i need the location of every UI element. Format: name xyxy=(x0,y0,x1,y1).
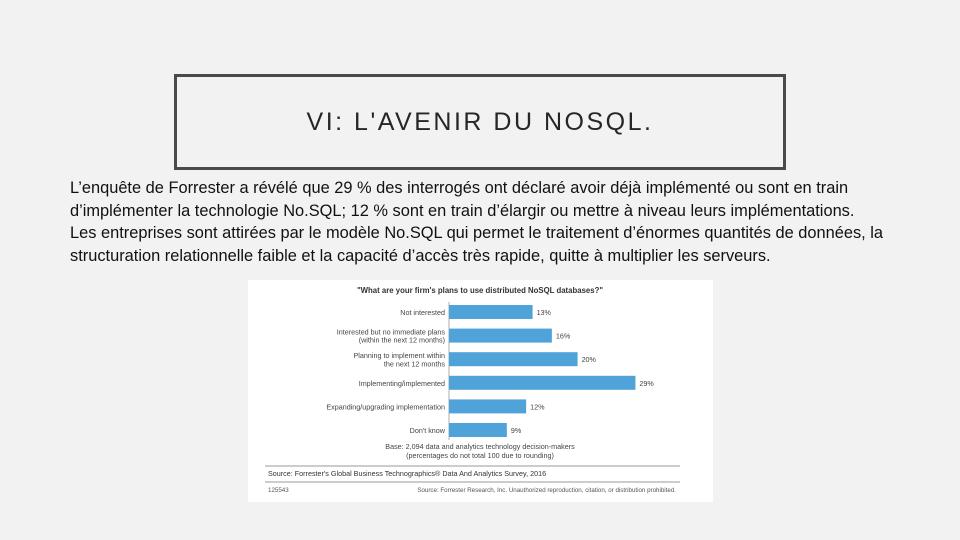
title-box xyxy=(174,74,786,170)
chart-category-label-5: Don't know xyxy=(409,426,445,435)
chart-base-note-1: (percentages do not total 100 due to rounding) xyxy=(406,451,554,460)
chart-category-label-2-line-1: the next 12 months xyxy=(383,359,445,369)
chart-bar-0 xyxy=(449,305,533,319)
chart-bar-1 xyxy=(449,329,552,343)
chart-bar-4 xyxy=(449,399,526,413)
chart-source: Source: Forrester's Global Business Technographics® Data And Analytics Survey, 2016 xyxy=(268,469,547,478)
chart-category-label-3: Implementing/implemented xyxy=(358,378,445,388)
chart-category-label-1-line-1: (within the next 12 months) xyxy=(358,335,445,345)
chart-value-label-2: 20% xyxy=(581,355,596,365)
chart-category-label-1-line-0: Interested but no immediate plans xyxy=(336,327,445,337)
chart-value-label-1: 16% xyxy=(555,331,571,341)
chart-value-label-5: 9% xyxy=(510,426,522,435)
slide-title: VI: L'AVENIR DU NOSQL. xyxy=(306,107,654,136)
chart-bar-3 xyxy=(449,376,635,390)
body-text xyxy=(70,177,900,267)
chart-footer-source: Source: Forrester Research, Inc. Unauthorized reproduction, citation, or distribution prohibited. xyxy=(417,487,676,494)
chart-category-label-2-line-0: Planning to implement within xyxy=(353,351,445,361)
chart-footer-id: 125543 xyxy=(268,487,289,494)
paragraph-2: Les entreprises sont attirées par le modèle No.SQL qui permet le traitement d’énormes quantités de données, la structuration relationnelle faible et la capacité d’accès très rapide, quitte à multiplier les serveurs. xyxy=(70,224,884,265)
chart-category-label-0: Not interested xyxy=(400,308,445,317)
chart-title: "What are your firm's plans to use distributed NoSQL databases?" xyxy=(356,286,604,295)
chart-value-label-3: 29% xyxy=(639,378,654,388)
chart-bar-2 xyxy=(449,352,578,366)
chart-value-label-4: 12% xyxy=(530,402,545,412)
chart-bar-5 xyxy=(449,423,507,437)
survey-bar-chart xyxy=(248,280,713,502)
chart-card xyxy=(248,280,713,502)
paragraph-1: L’enquête de Forrester a révélé que 29 % des interrogés ont déclaré avoir déjà implémenté ou sont en train d’implémenter la technologie No.SQL; 12 % sont en train d’élargir ou mettre à niveau leurs implémentations. xyxy=(70,179,855,220)
chart-base-note-0: Base: 2,094 data and analytics technology decision-makers xyxy=(385,442,575,451)
chart-value-label-0: 13% xyxy=(536,308,551,317)
chart-category-label-4: Expanding/upgrading implementation xyxy=(326,402,445,412)
